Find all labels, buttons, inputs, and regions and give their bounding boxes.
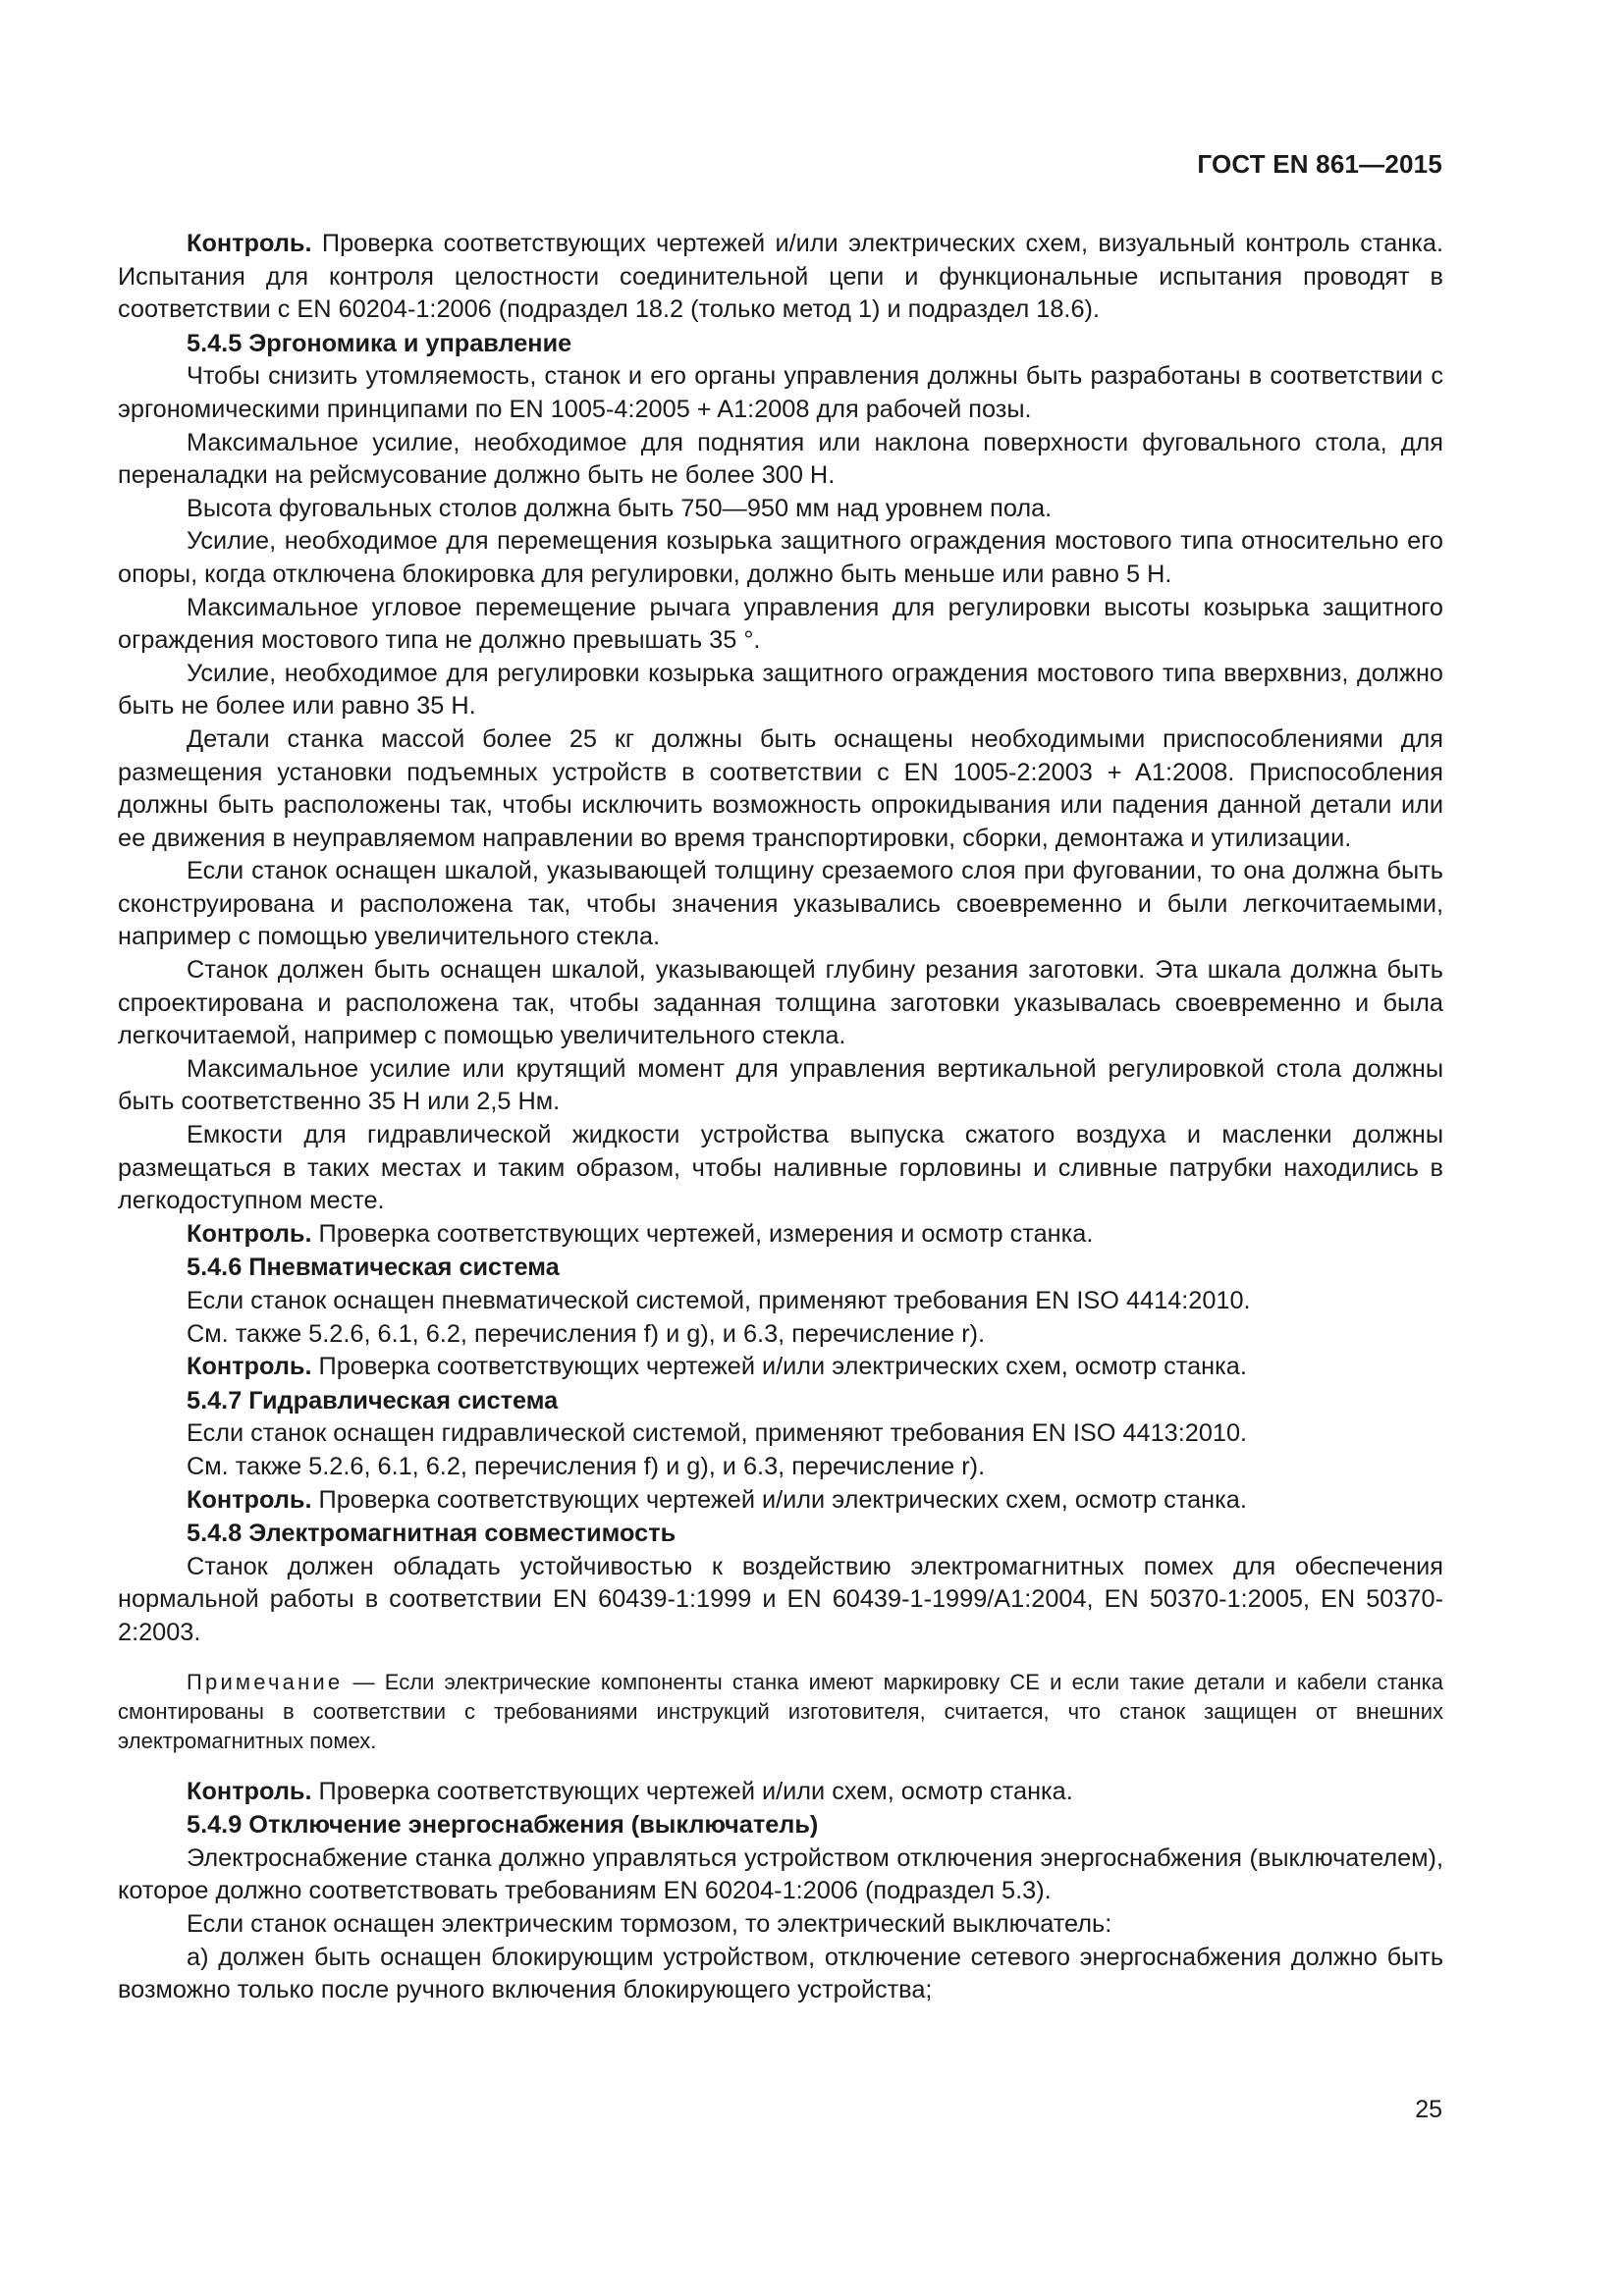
section-heading-5-4-9: 5.4.9 Отключение энергоснабжения (выключатель): [187, 1811, 819, 1840]
paragraph: Если станок оснащен электрическим тормозом, то электрический выключатель:: [187, 1909, 1112, 1938]
paragraph: Максимальное усилие, необходимое для поднятия или наклона поверхности фуговального стола, для переналадки на рейсмусование должно быть не более 300 Н.: [118, 428, 1443, 490]
paragraph: Максимальное усилие или крутящий момент для управления вертикальной регулировкой стола должны быть соответственно 35 Н или 2,5 Нм.: [118, 1054, 1443, 1116]
paragraph: Если станок оснащен шкалой, указывающей толщину срезаемого слоя при фуговании, то она должна быть сконструирована и расположена так, чтобы значения указывались своевременно и были легкочитаемыми, например с помощью увеличительного стекла.: [118, 857, 1443, 951]
paragraph: Станок должен обладать устойчивостью к воздействию электромагнитных помех для обеспечения нормальной работы в соответствии EN 60439-1:1999 и EN 60439-1-1999/A1:2004, EN 50370-1:2005, EN 50370-2:2003.: [118, 1552, 1443, 1646]
paragraph: Усилие, необходимое для перемещения козырька защитного ограждения мостового типа относительно его опоры, когда отключена блокировка для регулировки, должно быть меньше или равно 5 Н.: [118, 527, 1443, 588]
paragraph: [118, 1776, 1443, 1809]
paragraph: См. также 5.2.6, 6.1, 6.2, перечисления f) и g), и 6.3, перечисление r).: [187, 1319, 986, 1348]
paragraph: См. также 5.2.6, 6.1, 6.2, перечисления f) и g), и 6.3, перечисление r).: [187, 1452, 986, 1480]
section-heading-5-4-5: 5.4.5 Эргономика и управление: [187, 329, 572, 357]
paragraph-text: Проверка соответствующих чертежей и/или схем, осмотр станка.: [311, 1777, 1073, 1805]
section-heading-5-4-8: 5.4.8 Электромагнитная совместимость: [187, 1520, 677, 1548]
paragraph: Высота фуговальных столов должна быть 750—950 мм над уровнем пола.: [187, 494, 1053, 522]
paragraph: Усилие, необходимое для регулировки козырька защитного ограждения мостового типа вверхвниз, должно быть не более или равно 35 Н.: [118, 659, 1443, 721]
control-label: Контроль.: [187, 1485, 312, 1514]
paragraph: Электроснабжение станка должно управляться устройством отключения энергоснабжения (выключателем), которое должно соответствовать требованиям EN 60204-1:2006 (подраздел 5.3).: [118, 1843, 1443, 1905]
control-label: Контроль.: [187, 1219, 312, 1248]
paragraph: Если станок оснащен гидравлической системой, применяют требования EN ISO 4413:2010.: [187, 1419, 1248, 1448]
paragraph: Если станок оснащен пневматической системой, применяют требования EN ISO 4414:2010.: [187, 1287, 1251, 1314]
control-label: Контроль.: [187, 1353, 312, 1381]
note: [118, 1668, 1443, 1756]
paragraph: [118, 1218, 1443, 1252]
paragraph: [118, 1351, 1443, 1384]
note-label: Примечание: [187, 1669, 344, 1694]
paragraph-text: Проверка соответствующих чертежей и/или электрических схем, визуальный контроль станка. Испытания для контроля целостности соединительной цепи и функциональные испытания проводят в соответствии с EN 60204-1:2006 (подраздел 18.2 (только метод 1) и подраздел 18.6).: [118, 230, 1443, 324]
control-label: Контроль.: [187, 1777, 312, 1805]
control-label: Контроль.: [187, 230, 312, 257]
page-number: 25: [1415, 2096, 1442, 2123]
paragraph-text: Проверка соответствующих чертежей и/или электрических схем, осмотр станка.: [311, 1353, 1247, 1381]
paragraph: Емкости для гидравлической жидкости устройства выпуска сжатого воздуха и масленки должны размещаться в таких местах и таким образом, чтобы наливные горловины и сливные патрубки находились в легкодоступном месте.: [118, 1121, 1443, 1215]
paragraph: [118, 228, 1443, 327]
paragraph: a) должен быть оснащен блокирующим устройством, отключение сетевого энергоснабжения должно быть возможно только после ручного включения блокирующего устройства;: [118, 1943, 1443, 2004]
document-body: [118, 228, 1443, 2007]
note-text: — Если электрические компоненты станка имеют маркировку CE и если такие детали и кабели станка смонтированы в соответствии с требованиями инструкций изготовителя, считается, что станок защищен от внешних электромагнитных помех.: [118, 1669, 1443, 1753]
standard-code: ГОСТ EN 861—2015: [1197, 149, 1442, 179]
paragraph: [118, 1484, 1443, 1518]
section-heading-5-4-7: 5.4.7 Гидравлическая система: [187, 1386, 559, 1415]
paragraph: Максимальное угловое перемещение рычага управления для регулировки высоты козырька защитного ограждения мостового типа не должно превышать 35 °.: [118, 593, 1443, 655]
section-heading-5-4-6: 5.4.6 Пневматическая система: [187, 1254, 560, 1282]
paragraph: Чтобы снизить утомляемость, станок и его органы управления должны быть разработаны в соответствии с эргономическими принципами по EN 1005-4:2005 + A1:2008 для рабочей позы.: [118, 362, 1443, 423]
paragraph: Станок должен быть оснащен шкалой, указывающей глубину резания заготовки. Эта шкала должна быть спроектирована и расположена так, чтобы заданная толщина заготовки указывалась своевременно и была легкочитаемой, например с помощью увеличительного стекла.: [118, 956, 1443, 1050]
paragraph-text: Проверка соответствующих чертежей, измерения и осмотр станка.: [311, 1219, 1094, 1248]
paragraph-text: Проверка соответствующих чертежей и/или электрических схем, осмотр станка.: [311, 1485, 1247, 1514]
paragraph: Детали станка массой более 25 кг должны быть оснащены необходимыми приспособлениями для размещения установки подъемных устройств в соответствии с EN 1005-2:2003 + A1:2008. Приспособления должны быть расположены так, чтобы исключить возможность опрокидывания или падения данной детали или ее движения в неуправляемом направлении во время транспортировки, сборки, демонтажа и утилизации.: [118, 724, 1443, 852]
